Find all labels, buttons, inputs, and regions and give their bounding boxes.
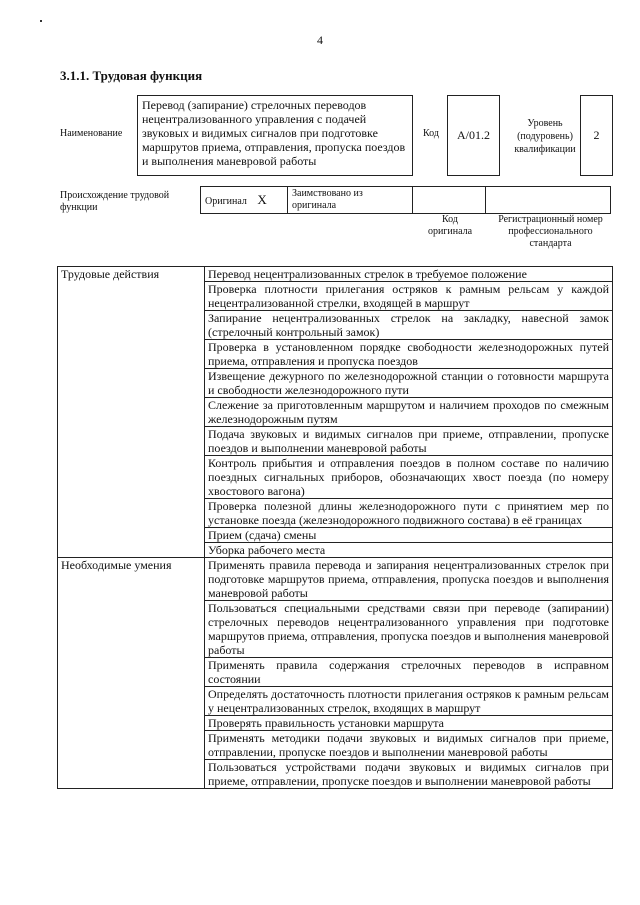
section-item: Запирание нецентрализованных стрелок на закладку, навесной замок (стрелочный контрольный замок): [205, 311, 613, 340]
function-name-box: Перевод (запирание) стрелочных переводов нецентрализованного управления с подачей звуковых и видимых сигналов при подготовке маршрутов приема, отправления, пропуска поездов и выполнения маневровой работы: [137, 95, 413, 176]
function-table: [57, 266, 613, 789]
origin-label: Происхождение трудовой функции: [60, 190, 170, 213]
section-item: Подача звуковых и видимых сигналов при приеме, отправлении, пропуске поездов и выполнении маневровой работы: [205, 427, 613, 456]
origin-original-cell: [201, 187, 288, 214]
section-item: Пользоваться устройствами подачи звуковых и видимых сигналов при приеме, отправлении, пропуске поездов и выполнении маневровой работы: [205, 760, 613, 789]
reg-number-cell: [486, 187, 611, 214]
reg-number-label: Регистрационный номер профессионального стандарта: [498, 214, 603, 249]
section-item: Пользоваться специальными средствами связи при переводе (запирании) стрелочных переводов нецентрализованного управления при подготовке маршрутов приема, отправления, пропуска поездов и выполнения маневровой работы: [205, 601, 613, 658]
section-item: Применять правила перевода и запирания нецентрализованных стрелок при подготовке маршрутов приема, отправления, пропуска поездов и выполнения маневровой работы: [205, 558, 613, 601]
section-category: Необходимые умения: [58, 558, 205, 789]
section-item: Проверка плотности прилегания остряков к рамным рельсам у каждой нецентрализованной стрелки, входящей в маршрут: [205, 282, 613, 311]
code-original-label: Код оригинала: [427, 214, 473, 237]
code-original-cell: [413, 187, 486, 214]
scan-dot: [40, 20, 42, 22]
section-item: Прием (сдача) смены: [205, 528, 613, 543]
section-item: Проверка в установленном порядке свободности железнодорожных путей приема, отправления и пропуска поездов: [205, 340, 613, 369]
code-value: A/01.2: [447, 95, 500, 176]
borrowed-label: Заимствовано из оригинала: [288, 187, 413, 214]
name-label: Наименование: [60, 128, 123, 139]
section-title: 3.1.1. Трудовая функция: [60, 68, 203, 83]
section-item: Извещение дежурного по железнодорожной станции о готовности маршрута и свободности железнодорожного пути: [205, 369, 613, 398]
original-label: Оригинал: [205, 196, 247, 207]
section-item: Применять методики подачи звуковых и видимых сигналов при приеме, отправлении, пропуске поездов и выполнении маневровой работы: [205, 731, 613, 760]
table-row: [58, 558, 613, 601]
section-item: Слежение за приготовленным маршрутом и наличием проходов по смежным железнодорожным путям: [205, 398, 613, 427]
section-item: Уборка рабочего места: [205, 543, 613, 558]
level-label: Уровень (подуровень) квалификации: [514, 118, 576, 155]
section-item: Проверять правильность установки маршрута: [205, 716, 613, 731]
origin-table: [200, 186, 611, 214]
code-label: Код: [423, 128, 439, 139]
section-item: Применять правила содержания стрелочных переводов в исправном состоянии: [205, 658, 613, 687]
table-row: [58, 267, 613, 282]
original-mark: X: [257, 192, 267, 207]
level-value: 2: [580, 95, 613, 176]
section-item: Проверка полезной длины железнодорожного пути с принятием мер по установке поезда (железнодорожного подвижного состава) в её границах: [205, 499, 613, 528]
section-item: Контроль прибытия и отправления поездов в полном составе по наличию поездных сигнальных приборов, обозначающих хвост поезда (по номеру хвостового вагона): [205, 456, 613, 499]
section-item: Определять достаточность плотности прилегания остряков к рамным рельсам у нецентрализованных стрелок, входящих в маршрут: [205, 687, 613, 716]
page-number: 4: [317, 33, 323, 47]
section-item: Перевод нецентрализованных стрелок в требуемое положение: [205, 267, 613, 282]
section-category: Трудовые действия: [58, 267, 205, 558]
